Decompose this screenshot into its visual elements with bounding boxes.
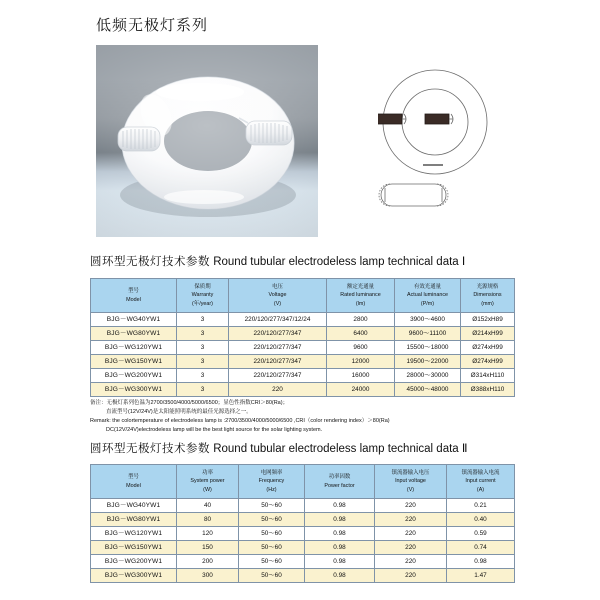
remark-line-2: 直流型号(12V/24V)是太阳能照明系统的最佳光源选择之一。 <box>106 409 252 416</box>
table-cell: Ø388xH110 <box>461 383 515 397</box>
col-header-en: Dimensions <box>473 292 502 299</box>
cell-model: BJG－WG120YW1 <box>91 341 177 355</box>
col-header-unit: (V) <box>406 486 415 493</box>
cell-model: BJG－WG80YW1 <box>91 513 177 527</box>
col-header-en: Actual luminance <box>406 292 449 299</box>
col-header-unit: (P/m) <box>420 300 435 307</box>
table1-body <box>91 313 515 397</box>
table-row <box>91 355 515 369</box>
cell-model: BJG－WG200YW1 <box>91 555 177 569</box>
table-cell: 12000 <box>327 355 395 369</box>
page-title: 低频无极灯系列 <box>96 17 209 34</box>
table-cell: 28000～30000 <box>395 369 461 383</box>
cell-model: BJG－WG300YW1 <box>91 383 177 397</box>
table-cell: 50～60 <box>239 569 305 583</box>
table-cell: 220 <box>375 569 447 583</box>
table-cell: 0.74 <box>447 541 515 555</box>
col-header-cn: 功率因数 <box>328 474 351 481</box>
table-cell: 50～60 <box>239 499 305 513</box>
table-cell: 220 <box>375 513 447 527</box>
table-cell: 220/120/277/347 <box>229 327 327 341</box>
cell-model: BJG－WG300YW1 <box>91 569 177 583</box>
photo-vignette <box>96 45 318 237</box>
table-cell: 50～60 <box>239 555 305 569</box>
table-row <box>91 527 515 541</box>
remark-line-4: DC(12V/24V)electrodeless lamp will be the best light source for the solar lighting system. <box>106 427 323 434</box>
table2-col-header-0 <box>91 465 177 499</box>
col-header-cn: 镇流器输入电流 <box>461 470 500 476</box>
remark-line-3: Remark: the colortemperature of electrodeless lamp is :2700/3500/4000/5000/6500 ,CRI（color rendering index）＞80(Ra) <box>90 418 390 425</box>
table1-col-header-1 <box>177 279 229 313</box>
spec-table-1 <box>90 278 515 397</box>
table-row <box>91 327 515 341</box>
table-cell: 50～60 <box>239 513 305 527</box>
table1-caption <box>90 253 465 269</box>
table-cell: 220 <box>375 555 447 569</box>
table-cell: 9600 <box>327 341 395 355</box>
table-cell: 0.40 <box>447 513 515 527</box>
table1-col-header-2 <box>229 279 327 313</box>
table-cell: 0.98 <box>305 569 375 583</box>
table-cell: 0.98 <box>447 555 515 569</box>
table-cell: 300 <box>177 569 239 583</box>
table1-caption-numeral: Ⅰ <box>461 256 466 268</box>
table1-header-row <box>91 279 515 313</box>
table-cell: 3 <box>177 369 229 383</box>
table-cell: Ø274xH99 <box>461 355 515 369</box>
table-cell: 0.98 <box>305 499 375 513</box>
table2-col-header-2 <box>239 465 305 499</box>
table1-col-header-4 <box>395 279 461 313</box>
table-row <box>91 341 515 355</box>
table-row <box>91 541 515 555</box>
col-header-unit: (lm) <box>355 300 366 307</box>
table-cell: 200 <box>177 555 239 569</box>
table-cell: 15500～18000 <box>395 341 461 355</box>
col-header-en: Input current <box>465 478 496 485</box>
col-header-en: Warranty <box>191 292 214 299</box>
table-cell: 50～60 <box>239 527 305 541</box>
table-cell: Ø314xH110 <box>461 369 515 383</box>
table-cell: Ø274xH99 <box>461 341 515 355</box>
spec-table-2 <box>90 464 515 583</box>
col-header-cn: 镇流器输入电压 <box>391 470 430 476</box>
col-header-en: Rated luminance <box>340 292 381 299</box>
table-row <box>91 513 515 527</box>
table1-col-header-3 <box>327 279 395 313</box>
table-cell: 220/120/277/347/12/24 <box>229 313 327 327</box>
col-header-en: Voltage <box>268 292 287 299</box>
table-row <box>91 369 515 383</box>
table1-caption-en: Round tubular electrodeless lamp technical data <box>213 256 459 268</box>
table-cell: 3 <box>177 341 229 355</box>
table-cell: 19500～22000 <box>395 355 461 369</box>
table-cell: 6400 <box>327 327 395 341</box>
table-row <box>91 555 515 569</box>
table2-caption <box>90 440 468 456</box>
table-cell: 220 <box>375 541 447 555</box>
table2-caption-cn: 圆环型无极灯技术参数 <box>90 443 210 455</box>
col-header-unit: (mm) <box>481 300 494 307</box>
cell-model: BJG－WG40YW1 <box>91 499 177 513</box>
col-header-cn: 保质期 <box>194 284 211 290</box>
col-header-cn: 功率 <box>202 470 213 476</box>
table2-col-header-5 <box>447 465 515 499</box>
table1-col-header-5 <box>461 279 515 313</box>
table-cell: 220/120/277/347 <box>229 355 327 369</box>
cell-model: BJG－WG150YW1 <box>91 355 177 369</box>
col-header-cn: 光源规格 <box>476 284 499 290</box>
table-cell: 0.98 <box>305 513 375 527</box>
col-header-unit: (年/year) <box>192 300 213 307</box>
table2-col-header-4 <box>375 465 447 499</box>
table-cell: 120 <box>177 527 239 541</box>
table-row <box>91 383 515 397</box>
col-header-unit: (A) <box>476 486 485 493</box>
table-cell: 3900～4600 <box>395 313 461 327</box>
col-header-en: Model <box>126 482 141 489</box>
table-cell: 220 <box>375 527 447 541</box>
table-row <box>91 499 515 513</box>
table-cell: 0.21 <box>447 499 515 513</box>
col-header-unit: (V) <box>273 300 282 307</box>
table-cell: 9600～11100 <box>395 327 461 341</box>
col-header-cn: 型号 <box>128 474 139 481</box>
col-header-en: Frequency <box>258 478 285 485</box>
table-cell: 150 <box>177 541 239 555</box>
table-cell: 50～60 <box>239 541 305 555</box>
table-cell: 0.59 <box>447 527 515 541</box>
col-header-en: Power factor <box>324 482 355 489</box>
table-cell: 16000 <box>327 369 395 383</box>
table-cell: 3 <box>177 383 229 397</box>
table-cell: 80 <box>177 513 239 527</box>
table-cell: 24000 <box>327 383 395 397</box>
table-cell: 0.98 <box>305 527 375 541</box>
col-header-en: System power <box>190 478 225 485</box>
table-row <box>91 313 515 327</box>
table-cell: 45000～48000 <box>395 383 461 397</box>
cell-model: BJG－WG200YW1 <box>91 369 177 383</box>
table2-body <box>91 499 515 583</box>
technical-drawing <box>378 58 538 233</box>
table1-caption-cn: 圆环型无极灯技术参数 <box>90 256 210 268</box>
table2-caption-numeral: Ⅱ <box>461 443 468 455</box>
col-header-cn: 电压 <box>272 284 283 290</box>
table2-col-header-3 <box>305 465 375 499</box>
table2-col-header-1 <box>177 465 239 499</box>
table-cell: 220/120/277/347 <box>229 341 327 355</box>
product-photo <box>96 45 318 237</box>
remark-line-1: 备注：无极灯系列色温为2700/3500/4000/5000/6500；显色性指数CRI＞80(Ra)； <box>90 400 289 406</box>
cell-model: BJG－WG80YW1 <box>91 327 177 341</box>
table-cell: Ø214xH99 <box>461 327 515 341</box>
col-header-cn: 有效光通量 <box>414 284 441 290</box>
table-cell: 0.98 <box>305 541 375 555</box>
table-cell: 220/120/277/347 <box>229 369 327 383</box>
table-cell: 220 <box>375 499 447 513</box>
table-cell: 1.47 <box>447 569 515 583</box>
remark-block <box>90 399 520 435</box>
cell-model: BJG－WG120YW1 <box>91 527 177 541</box>
col-header-cn: 额定光通量 <box>347 284 374 290</box>
col-header-en: Input voltage <box>395 478 426 485</box>
table-cell: 3 <box>177 327 229 341</box>
table2-header-row <box>91 465 515 499</box>
col-header-unit: (Hz) <box>266 486 277 493</box>
table-cell: 0.98 <box>305 555 375 569</box>
col-header-cn: 型号 <box>128 288 139 295</box>
table-row <box>91 569 515 583</box>
col-header-cn: 电网频率 <box>260 470 283 476</box>
table-cell: 3 <box>177 313 229 327</box>
table-cell: 2800 <box>327 313 395 327</box>
col-header-en: Model <box>126 296 141 303</box>
table-cell: Ø152xH89 <box>461 313 515 327</box>
col-header-unit: (W) <box>203 486 212 493</box>
table1-col-header-0 <box>91 279 177 313</box>
table-cell: 220 <box>229 383 327 397</box>
table-cell: 40 <box>177 499 239 513</box>
table-cell: 3 <box>177 355 229 369</box>
lamp-dimension-drawing <box>378 58 538 233</box>
table2-caption-en: Round tubular electrodeless lamp technical data <box>213 443 459 455</box>
cell-model: BJG－WG40YW1 <box>91 313 177 327</box>
cell-model: BJG－WG150YW1 <box>91 541 177 555</box>
